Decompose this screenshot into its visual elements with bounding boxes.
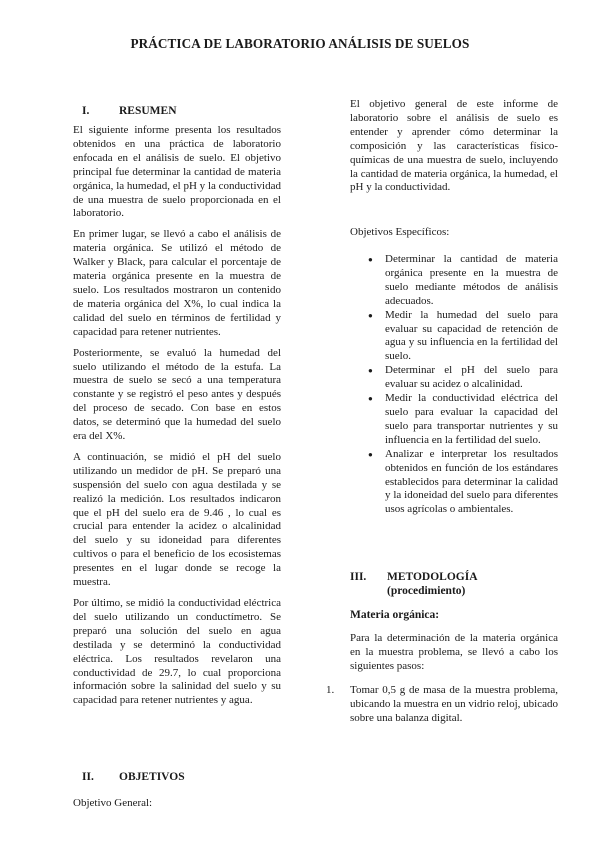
section-title: RESUMEN (119, 105, 177, 117)
metodologia-intro: Para la determinación de la materia orgánica en la muestra problema, se llevó a cabo los siguientes pasos: (350, 632, 558, 672)
objetivo-general-text: El objetivo general de este informe de laboratorio sobre el análisis de suelo es entender y aprender cómo determinar la composición y las características físico-químicas de una muestra de suelo, incluyendo la cantidad de materia orgánica, la humedad, el pH y la conductividad. (350, 98, 558, 194)
resumen-paragraph-2: En primer lugar, se llevó a cabo el análisis de materia orgánica. Se utilizó el método de Walker y Black, para calcular el porcentaje de materia orgánica presente en la muestra de suelo. Los resultados mostraron un contenido de materia orgánica del X%, lo cual indica la calidad del suelo en términos de fertilidad y capacidad para retener nutrientes. (73, 228, 281, 338)
list-item: ● Medir la conductividad eléctrica del suelo para evaluar la capacidad del suelo para transportar nutrientes y su influencia en la fertilidad del suelo. (385, 392, 558, 448)
section-subtitle: (procedimiento) (387, 585, 466, 597)
section-title: METODOLOGÍA (387, 571, 478, 583)
materia-organica-subheading: Materia orgánica: (350, 609, 440, 621)
step-text: Tomar 0,5 g de masa de la muestra problema, ubicando la muestra en un vidrio reloj, ubicado sobre una balanza digital. (350, 684, 558, 724)
resumen-paragraph-1: El siguiente informe presenta los resultados obtenidos en una práctica de laboratorio enfocada en el análisis de suelo. El objetivo principal fue determinar la cantidad de materia orgánica, la humedad, el pH y la conductividad de una muestra de suelo proporcionada en el laboratorio. (73, 124, 281, 220)
list-item: ● Medir la humedad del suelo para evaluar su capacidad de retención de agua y su influencia en la fertilidad del suelo. (385, 309, 558, 365)
list-item: ● Determinar el pH del suelo para evaluar su acidez o alcalinidad. (385, 364, 558, 392)
objetivos-especificos-list (385, 253, 558, 517)
section-title: OBJETIVOS (119, 771, 185, 783)
resumen-body (73, 124, 281, 708)
step-number: 1. (326, 684, 335, 696)
step-item (326, 684, 558, 726)
section-heading-objetivos (82, 770, 185, 784)
list-item: ● Analizar e interpretar los resultados obtenidos en función de los estándares establecidos para determinar la calidad y la idoneidad del suelo para diferentes usos agrícolas o ambientales. (385, 448, 558, 518)
resumen-paragraph-3: Posteriormente, se evaluó la humedad del suelo utilizando el método de la estufa. La muestra de suelo se secó a una temperatura constante y se registró el peso antes y después del proceso de secado. Con base en estos datos, se determinó que la humedad del suelo era del X%. (73, 346, 281, 443)
section-number: I. (82, 105, 90, 117)
section-number: II. (82, 771, 94, 783)
objetivo-general-label: Objetivo General: (73, 797, 153, 809)
resumen-paragraph-4: A continuación, se midió el pH del suelo utilizando un medidor de pH. Se preparó una suspensión del suelo con agua destilada y se realizó la medición. Los resultados indicaron que el pH del suelo era de 9.46 , lo cual es crucial para entender la acidez o alcalinidad del suelo y su idoneidad para diferentes cultivos o para el beneficio de los ecosistemas presentes en el lugar donde se recoge la muestra. (73, 450, 281, 589)
section-heading-metodologia (350, 570, 558, 598)
section-number: III. (350, 571, 367, 583)
section-heading-resumen (82, 104, 177, 118)
page-title: PRÁCTICA DE LABORATORIO ANÁLISIS DE SUELOS (130, 36, 470, 51)
objetivos-especificos-label: Objetivos Específicos: (350, 226, 450, 238)
resumen-paragraph-5: Por último, se midió la conductividad eléctrica del suelo utilizando un conductímetro. Se preparó una solución del suelo en agua destilada y se determinó la conductividad eléctrica. Los resultados revelaron una conductividad de 29.7, lo cual proporciona información sobre la salinidad del suelo y su capacidad para retener nutrientes y agua. (73, 597, 281, 707)
metodologia-steps (326, 684, 558, 726)
list-item: ● Determinar la cantidad de materia orgánica presente en la muestra de suelo mediante métodos de análisis adecuados. (385, 253, 558, 309)
